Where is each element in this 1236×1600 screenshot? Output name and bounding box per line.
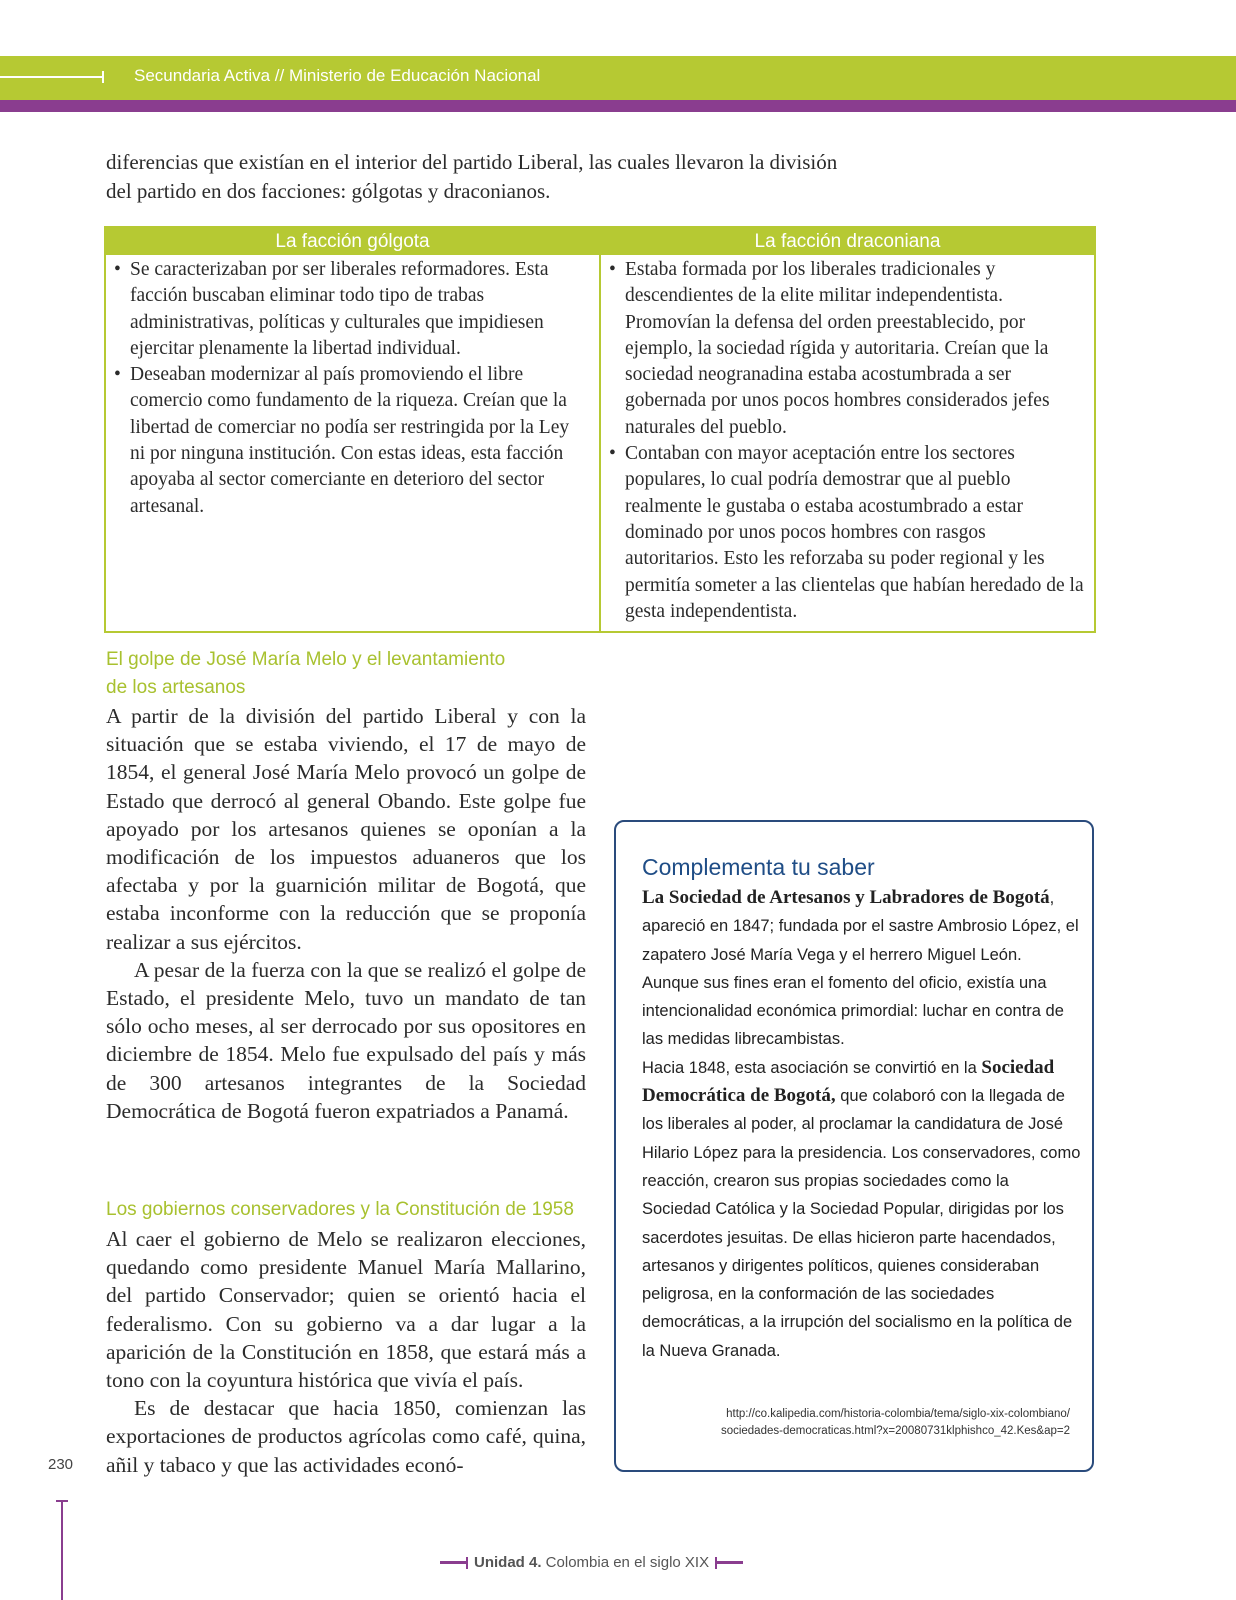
- draconiana-list: [609, 257, 1084, 625]
- footer-rule-right: [717, 1561, 743, 1564]
- draconiana-heading: La facción draconiana: [600, 227, 1095, 255]
- footer-rule-left: [440, 1561, 466, 1564]
- body-paragraph: Al caer el gobierno de Melo se realizaron elecciones, quedando como presidente Manuel María Mallarino, del partido Conservador; quien se orientó hacia el federalismo. Con su gobierno va a dar lugar a la aparición de la Constitución en 1858, que estará más a tono con la coyuntura histórica que vivía el país.: [106, 1227, 586, 1393]
- body-paragraph: Es de destacar que hacia 1850, comienzan las exportaciones de productos agrícolas como café, quina, añil y tabaco y que las actividades econó-: [106, 1396, 586, 1477]
- section-heading-conservadores: Los gobiernos conservadores y la Constitución de 1958: [106, 1199, 574, 1220]
- body-paragraph: A partir de la división del partido Liberal y con la situación que se estaba viviendo, el 17 de mayo de 1854, el general José María Melo provocó un golpe de Estado que derrocó al general Obando. Este golpe fue apoyado por los artesanos quienes se oponían a la modificación de los impuestos aduaneros que los afectaba y por la guarnición militar de Bogotá, que estaba inconforme con la reducción que se proponía realizar a sus ejércitos.: [106, 704, 586, 954]
- body-paragraph: A pesar de la fuerza con la que se realizó el golpe de Estado, el presidente Melo, tuvo un mandato de tan sólo ocho meses, al ser derrocado por sus opositores en diciembre de 1854. Melo fue expulsado del país y más de 300 artesanos integrantes de la Sociedad Democrática de Bogotá fueron expatriados a Panamá.: [106, 957, 586, 1123]
- header-rule-tick: [102, 71, 104, 83]
- complementa-text: , apareció en 1847; fundada por el sastre Ambrosio López, el zapatero José María Vega y el herrero Miguel León. Aunque sus fines eran el fomento del oficio, existía una intencionalidad económica primordial: luchar en contra de las medidas librecambistas.: [642, 889, 1079, 1049]
- complementa-title: Complementa tu saber: [642, 854, 875, 880]
- section-heading-line: de los artesanos: [106, 677, 246, 698]
- bold-term: La Sociedad de Artesanos y Labradores de Bogotá: [642, 887, 1050, 908]
- page-number: 230: [48, 1456, 74, 1473]
- header-rule: [0, 76, 104, 78]
- section-conservadores-body: [106, 1225, 586, 1479]
- intro-paragraph: diferencias que existían en el interior del partido Liberal, las cuales llevaron la división del partido en dos facciones: gólgotas y draconianos.: [106, 150, 838, 203]
- source-link[interactable]: [690, 1406, 1070, 1440]
- golgota-heading: La facción gólgota: [105, 227, 600, 255]
- header-stripe: [0, 100, 1236, 112]
- section-heading-melo: [106, 646, 505, 702]
- complementa-body: [642, 884, 1082, 1365]
- page-marker-line: [61, 1500, 63, 1600]
- section-heading-line: El golpe de José María Melo y el levantamiento: [106, 649, 506, 670]
- list-item: • Contaban con mayor aceptación entre los sectores populares, lo cual podría demostrar que al pueblo realmente le gustaba o estaba acostumbrado a estar dominado por unos pocos hombres con rasgos autoritarios. Esto les reforzaba su poder regional y les permitía someter a las clientelas que habían heredado de la gesta independentista.: [609, 441, 1084, 625]
- complementa-text: que colaboró con la llegada de los liberales al poder, al proclamar la candidatura de José Hilario López para la presidencia. Los conservadores, como reacción, crearon sus propias sociedades como la Sociedad Católica y la Sociedad Popular, dirigidas por los sacerdotes jesuitas. De ellas hicieron parte hacendados, artesanos y dirigentes políticos, quienes consideraban peligrosa, en la conformación de las sociedades democráticas, a la irrupción del socialismo en la política de la Nueva Granada.: [642, 1087, 1081, 1360]
- golgota-cell: [105, 255, 600, 632]
- footer-unit: Unidad 4.: [474, 1554, 542, 1571]
- footer: [440, 1554, 743, 1571]
- complementa-paragraph: [642, 884, 1082, 1054]
- source-line: sociedades-democraticas.html?x=20080731klphishco_42.Kes&ap=2: [720, 1425, 1070, 1437]
- complementa-paragraph: [642, 1054, 1082, 1365]
- complementa-text: Hacia 1848, esta asociación se convirtió en la: [642, 1058, 982, 1077]
- list-item: • Estaba formada por los liberales tradicionales y descendientes de la elite militar independentista. Promovían la defensa del orden preestablecido, por ejemplo, la sociedad rígida y autoritaria. Creían que la sociedad neogranadina estaba acostumbrada a ser gobernada por unos pocos hombres considerados jefes naturales del pueblo.: [609, 257, 1084, 441]
- header-title: Secundaria Activa // Ministerio de Educación Nacional: [134, 66, 541, 85]
- factions-table: [104, 226, 1096, 633]
- footer-text: [468, 1554, 715, 1571]
- list-item: • Se caracterizaban por ser liberales reformadores. Esta facción buscaban eliminar todo tipo de trabas administrativas, políticas y culturales que impidiesen ejercitar plenamente la libertad individual.: [114, 257, 589, 362]
- footer-title: Colombia en el siglo XIX: [541, 1554, 710, 1571]
- source-line: http://co.kalipedia.com/historia-colombia/tema/siglo-xix-colombiano/: [726, 1408, 1070, 1420]
- golgota-list: [114, 257, 589, 520]
- list-item: • Deseaban modernizar al país promoviendo el libre comercio como fundamento de la riqueza. Creían que la libertad de comerciar no podía ser restringida por la Ley ni por ninguna institución. Con estas ideas, esta facción apoyaba al sector comerciante en deterioro del sector artesanal.: [114, 362, 589, 520]
- section-melo-body: [106, 702, 586, 1125]
- bold-term: Sociedad Democrática de Bogotá,: [642, 1056, 1055, 1107]
- draconiana-cell: [600, 255, 1095, 632]
